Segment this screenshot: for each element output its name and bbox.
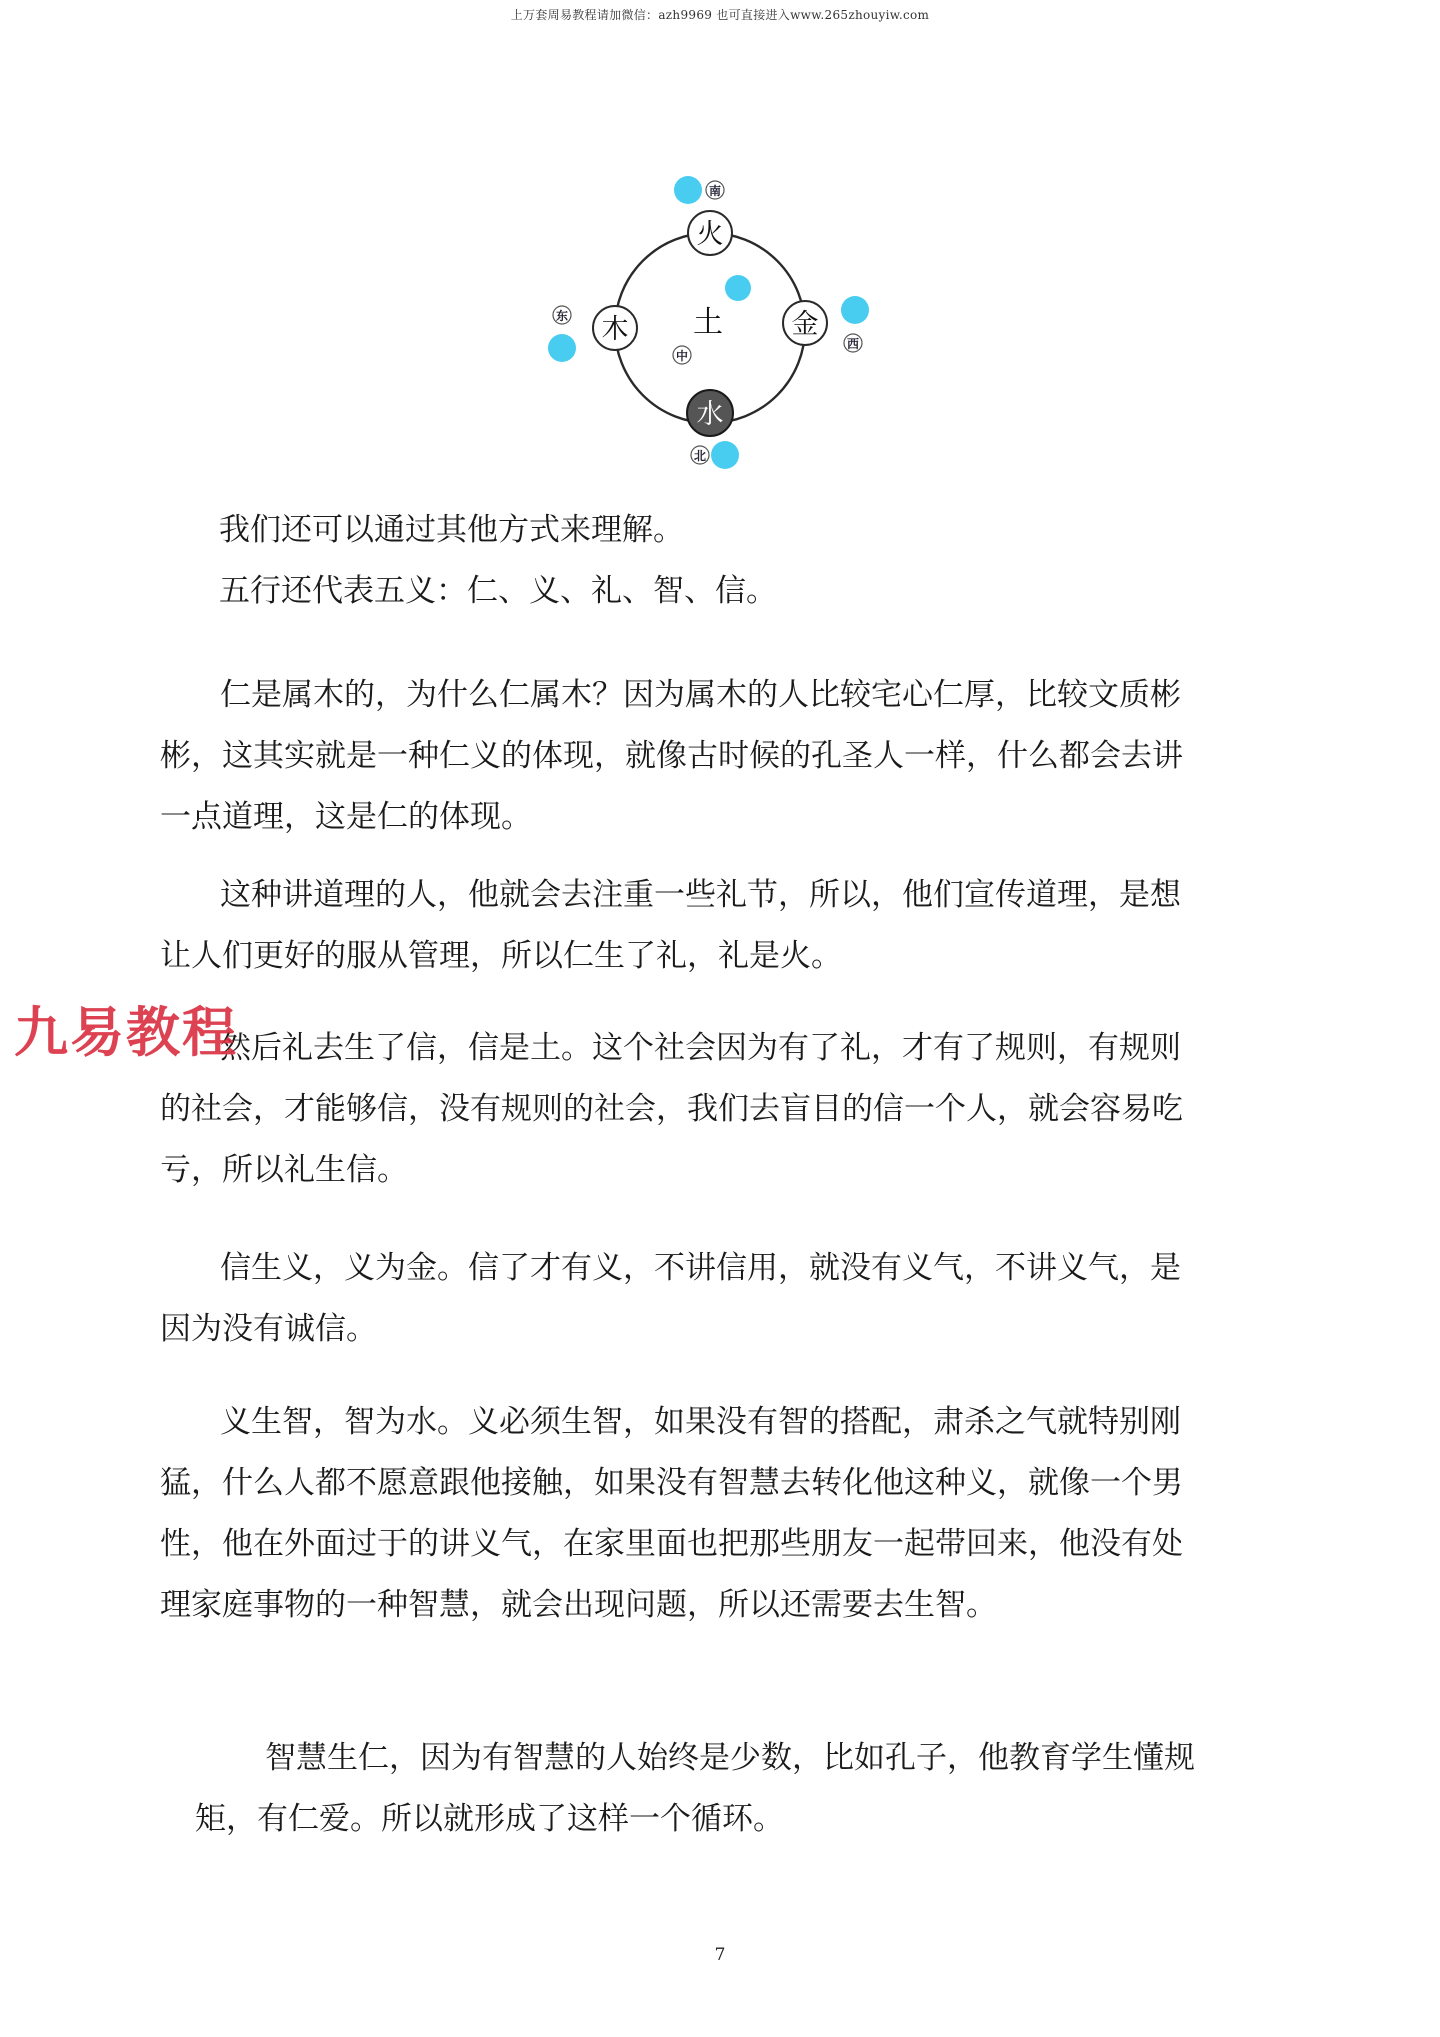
paragraph-8: 智慧生仁，因为有智慧的人始终是少数，比如孔子，他教育学生懂规矩，有仁爱。所以就形成了这样一个循环。 xyxy=(195,1740,1195,1837)
paragraph-6: 信生义，义为金。信了才有义，不讲信用，就没有义气，不讲义气，是因为没有诚信。 xyxy=(160,1250,1181,1347)
paragraph-5: 然后礼去生了信，信是土。这个社会因为有了礼，才有了规则，有规则的社会，才能够信，没有规则的社会，我们去盲目的信一个人，就会容易吃亏，所以礼生信。 xyxy=(160,1030,1183,1188)
five-elements-diagram xyxy=(540,165,880,485)
earth-label: 土 xyxy=(693,305,723,340)
header-note: 上万套周易教程请加微信：azh9969 也可直接进入www.265zhouyiw.com xyxy=(510,8,930,22)
paragraph-1: 我们还可以通过其他方式来理解。 xyxy=(219,512,684,548)
water-label: 水 xyxy=(696,399,724,430)
direction-west: 西 xyxy=(846,337,860,351)
fire-label: 火 xyxy=(696,219,724,250)
page-number: 7 xyxy=(714,1945,726,1965)
direction-south: 南 xyxy=(708,184,722,198)
metal-label: 金 xyxy=(791,309,819,340)
paragraph-2: 五行还代表五义：仁、义、礼、智、信。 xyxy=(219,573,777,609)
paragraph-4: 这种讲道理的人，他就会去注重一些礼节，所以，他们宣传道理，是想让人们更好的服从管理，所以仁生了礼，礼是火。 xyxy=(160,877,1181,974)
direction-center: 中 xyxy=(675,349,689,363)
paragraph-3: 仁是属木的，为什么仁属木？因为属木的人比较宅心仁厚，比较文质彬彬，这其实就是一种仁义的体现，就像古时候的孔圣人一样，什么都会去讲一点道理，这是仁的体现。 xyxy=(160,677,1183,835)
dot-east xyxy=(548,334,576,362)
dot-west xyxy=(841,296,869,324)
direction-east: 东 xyxy=(555,309,569,323)
dot-north xyxy=(711,441,739,469)
wood-label: 木 xyxy=(601,314,629,345)
dot-south xyxy=(674,176,702,204)
direction-north: 北 xyxy=(693,449,707,463)
watermark-logo: 九易教程 xyxy=(14,1001,238,1064)
dot-center xyxy=(725,275,751,301)
paragraph-7: 义生智，智为水。义必须生智，如果没有智的搭配，肃杀之气就特别刚猛，什么人都不愿意跟他接触，如果没有智慧去转化他这种义，就像一个男性，他在外面过于的讲义气，在家里面也把那些朋友一起带回来，他没有处理家庭事物的一种智慧，就会出现问题，所以还需要去生智。 xyxy=(160,1404,1183,1623)
